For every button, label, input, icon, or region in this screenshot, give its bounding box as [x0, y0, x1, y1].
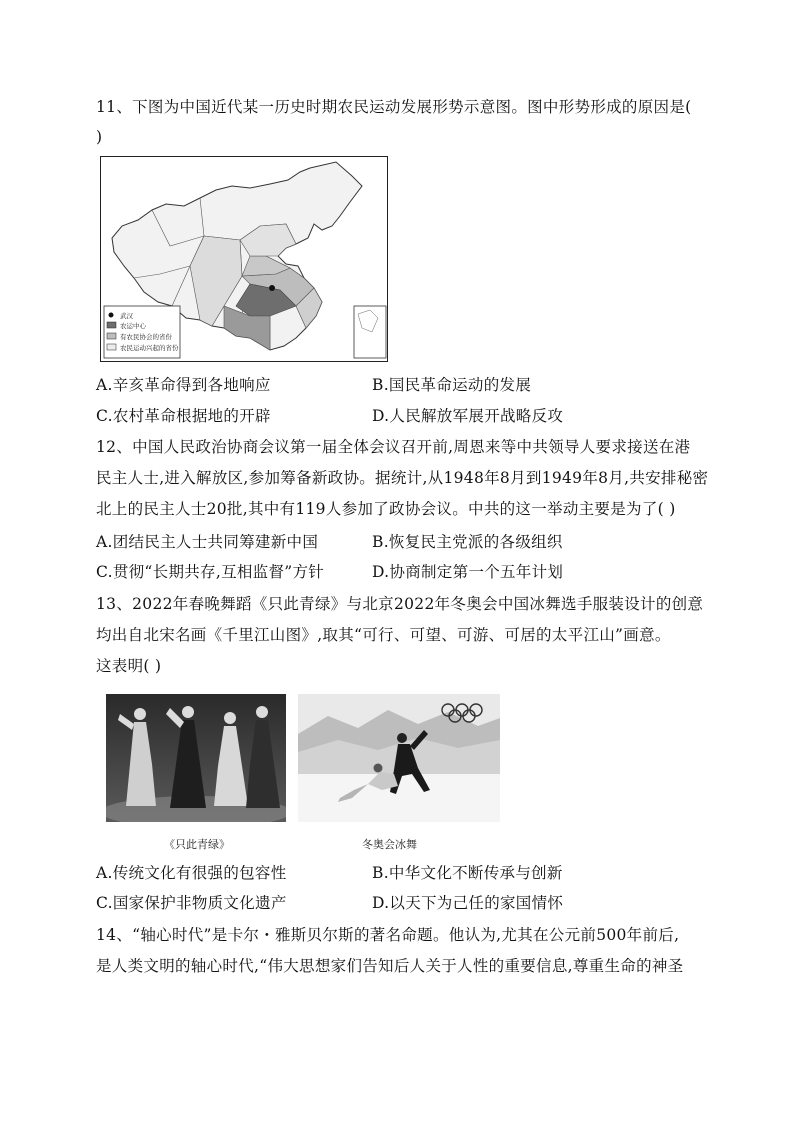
q11-option-c: C.农村革命根据地的开辟 — [96, 407, 271, 425]
q12-option-b: B.恢复民主党派的各级组织 — [372, 533, 563, 551]
q13-option-c: C.国家保护非物质文化遗产 — [96, 894, 287, 912]
legend-association: 有农民协会的省份 — [120, 333, 172, 341]
q11-stem-line2: ) — [96, 128, 103, 146]
q11-option-d: D.人民解放军展开战略反攻 — [372, 407, 564, 425]
q13-option-a: A.传统文化有很强的包容性 — [96, 864, 287, 882]
legend-wuhan: 武汉 — [120, 312, 133, 320]
q11-stem-line1: 11、下图为中国近代某一历史时期农民运动发展形势示意图。图中形势形成的原因是( — [96, 98, 692, 116]
q12-option-c: C.贯彻“长期共存,互相监督”方针 — [96, 563, 325, 581]
q12-stem-line2: 民主人士,进入解放区,参加筹备新政协。据统计,从1948年8月到1949年8月,共安排秘密 — [96, 469, 709, 487]
q12-option-a: A.团结民主人士共同筹建新中国 — [96, 533, 319, 551]
q12-stem-line1: 12、中国人民政治协商会议第一届全体会议召开前,周恩来等中共领导人要求接送在港 — [96, 438, 691, 456]
q14-stem-line1: 14、“轴心时代”是卡尔・雅斯贝尔斯的著名命题。他认为,尤其在公元前500年前后, — [96, 926, 680, 944]
q11-option-b: B.国民革命运动的发展 — [372, 376, 532, 394]
caption-ice-dance: 冬奥会冰舞 — [362, 838, 417, 851]
q13-stem-line1: 13、2022年春晚舞蹈《只此青绿》与北京2022年冬奥会中国冰舞选手服装设计的创意 — [96, 595, 704, 613]
caption-dance: 《只此青绿》 — [164, 838, 230, 851]
q13-option-d: D.以天下为己任的家国情怀 — [372, 894, 564, 912]
q14-stem-line2: 是人类文明的轴心时代,“伟大思想家们告知后人关于人性的重要信息,尊重生命的神圣 — [96, 957, 684, 975]
legend-center: 农运中心 — [120, 322, 146, 330]
q13-stem-line2: 均出自北宋名画《千里江山图》,取其“可行、可望、可游、可居的太平江山”画意。 — [96, 626, 671, 644]
china-map-figure — [100, 156, 388, 362]
dance-photo — [106, 694, 286, 822]
ice-dance-photo — [298, 694, 500, 822]
q12-option-d: D.协商制定第一个五年计划 — [372, 563, 564, 581]
legend-rising: 农民运动兴起的省份 — [120, 344, 179, 352]
q12-stem-line3: 北上的民主人士20批,其中有119人参加了政协会议。中共的这一举动主要是为了( ) — [96, 500, 676, 518]
q13-option-b: B.中华文化不断传承与创新 — [372, 864, 563, 882]
china-peasant-movement-map — [100, 156, 388, 362]
q13-stem-line3: 这表明( ) — [96, 657, 162, 675]
q11-option-a: A.辛亥革命得到各地响应 — [96, 376, 271, 394]
